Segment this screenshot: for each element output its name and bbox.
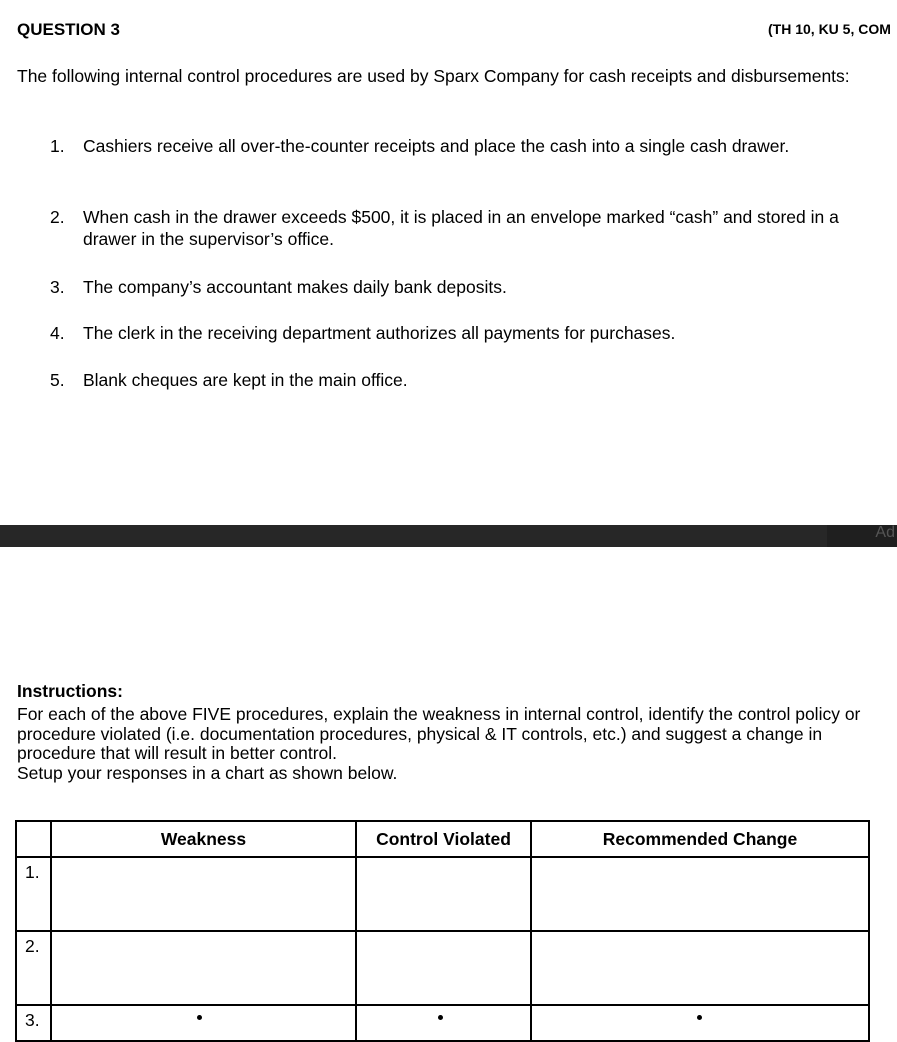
header-number xyxy=(16,821,51,857)
procedure-item xyxy=(50,369,880,391)
table-header-row xyxy=(16,821,869,857)
control-violated-cell[interactable] xyxy=(356,1005,531,1041)
table-row xyxy=(16,1005,869,1041)
ad-label: Ad xyxy=(875,524,895,541)
procedure-item xyxy=(50,135,880,157)
procedure-text: When cash in the drawer exceeds $500, it is placed in an envelope marked “cash” and stored in a drawer in the supervisor’s office. xyxy=(83,207,839,249)
intro-paragraph: The following internal control procedures are used by Sparx Company for cash receipts and disbursements: xyxy=(17,66,850,86)
recommended-change-cell[interactable] xyxy=(531,1005,869,1041)
weakness-cell[interactable] xyxy=(51,931,356,1005)
instructions-heading: Instructions: xyxy=(17,681,123,701)
control-violated-cell[interactable] xyxy=(356,857,531,931)
procedure-number: 5. xyxy=(50,370,65,390)
weakness-cell[interactable] xyxy=(51,1005,356,1041)
table-row xyxy=(16,857,869,931)
procedure-text: The company’s accountant makes daily bank deposits. xyxy=(83,277,507,297)
header-control-violated: Control Violated xyxy=(356,821,531,857)
procedure-number: 2. xyxy=(50,207,65,227)
row-number: 1. xyxy=(16,857,51,931)
header-weakness: Weakness xyxy=(51,821,356,857)
bullet-dot xyxy=(697,1015,702,1020)
procedure-text: Cashiers receive all over-the-counter receipts and place the cash into a single cash drawer. xyxy=(83,136,790,156)
question-marks: (TH 10, KU 5, COM xyxy=(768,21,891,37)
control-violated-cell[interactable] xyxy=(356,931,531,1005)
row-number: 3. xyxy=(16,1005,51,1041)
bullet-dot xyxy=(438,1015,443,1020)
response-table xyxy=(15,820,870,1042)
header-recommended-change: Recommended Change xyxy=(531,821,869,857)
procedure-number: 1. xyxy=(50,136,65,156)
procedure-text: Blank cheques are kept in the main office. xyxy=(83,370,408,390)
ad-corner xyxy=(827,525,897,547)
ad-banner[interactable] xyxy=(0,525,897,547)
procedure-item xyxy=(50,276,880,298)
question-title: QUESTION 3 xyxy=(17,20,120,39)
instructions-text: For each of the above FIVE procedures, explain the weakness in internal control, identify the control policy or procedure violated (i.e. documentation procedures, physical & IT controls, etc.) and suggest a change in procedure that will result in better control. xyxy=(17,704,861,763)
recommended-change-cell[interactable] xyxy=(531,857,869,931)
table-row xyxy=(16,931,869,1005)
bullet-dot xyxy=(197,1015,202,1020)
recommended-change-cell[interactable] xyxy=(531,931,869,1005)
instructions-body xyxy=(17,705,877,783)
procedure-text: The clerk in the receiving department authorizes all payments for purchases. xyxy=(83,323,676,343)
procedure-number: 3. xyxy=(50,277,65,297)
weakness-cell[interactable] xyxy=(51,857,356,931)
procedure-item xyxy=(50,322,880,344)
procedure-number: 4. xyxy=(50,323,65,343)
procedure-item xyxy=(50,206,880,250)
instructions-setup: Setup your responses in a chart as shown below. xyxy=(17,762,398,783)
row-number: 2. xyxy=(16,931,51,1005)
